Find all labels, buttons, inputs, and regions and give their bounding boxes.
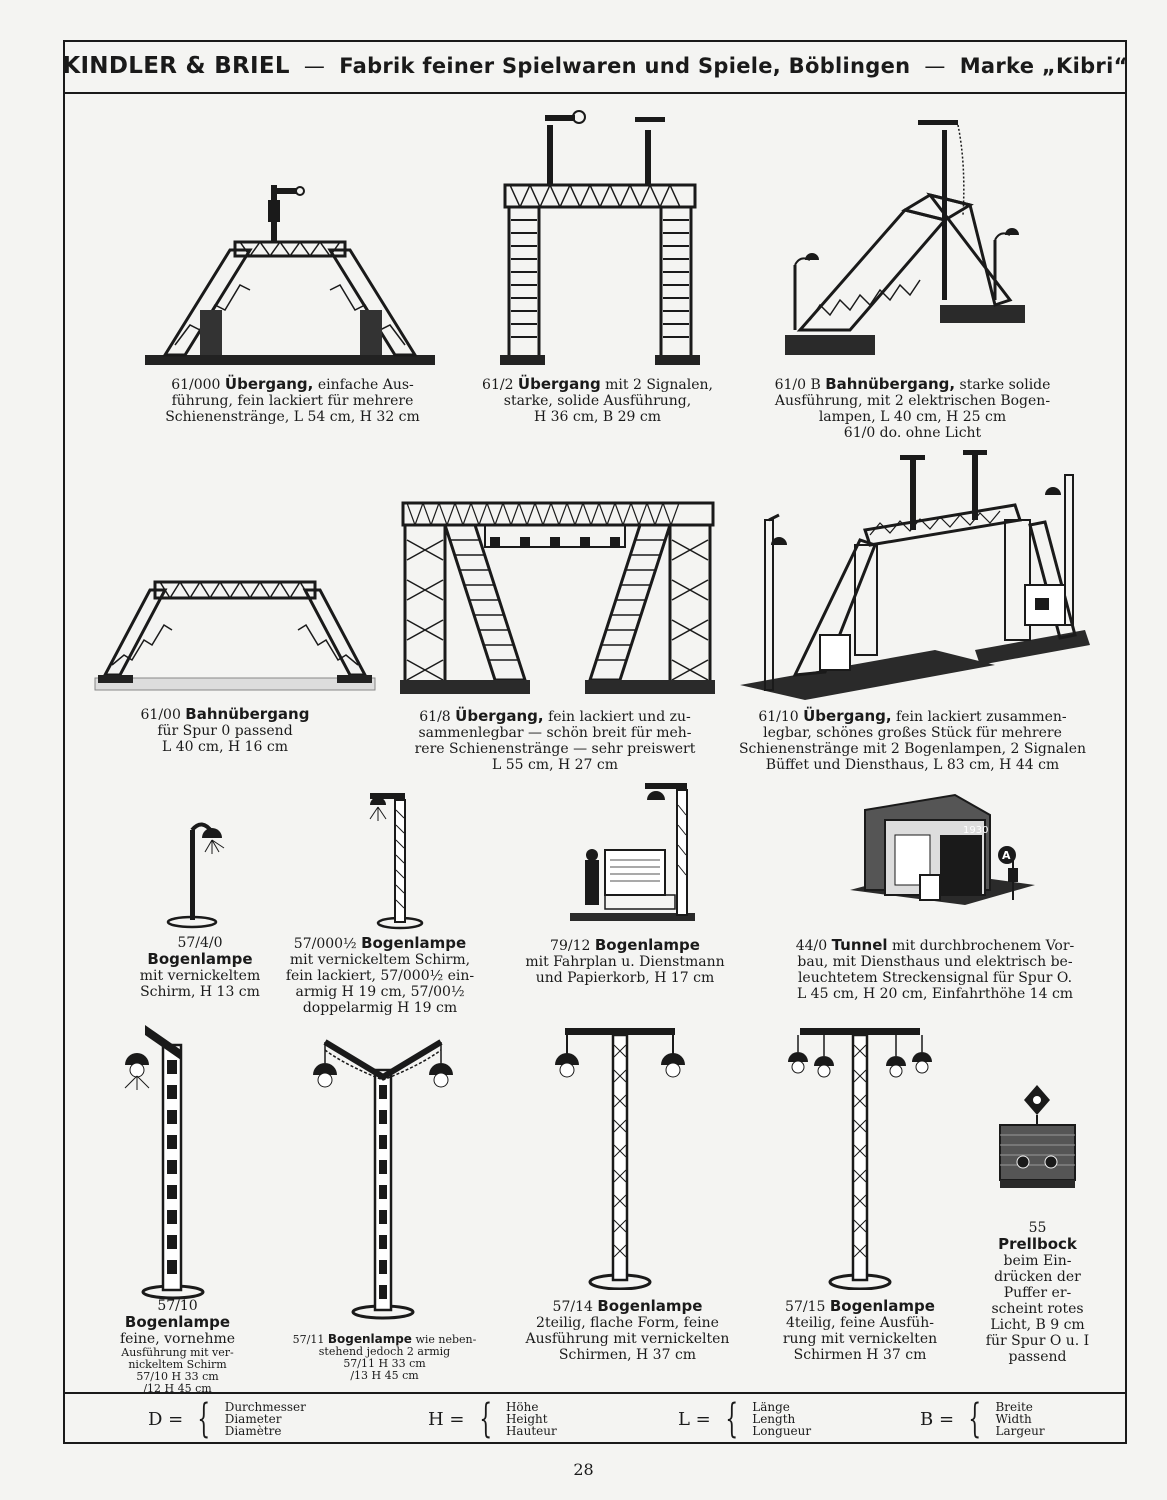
legend-item-diameter: D = { Durchmesser Diameter Diamètre: [148, 1396, 306, 1442]
buffer-stop-55-illustration: [995, 1080, 1080, 1190]
lamp-57-15-illustration: [780, 1020, 940, 1290]
bridge-61-00-illustration: [90, 570, 380, 695]
tunnel-44-0-illustration: [845, 790, 1045, 915]
lamp-79-12-illustration: [565, 775, 700, 925]
lamp-57-000-illustration: [360, 785, 430, 930]
caption-61-8: 61/8 Übergang, fein lackiert und zu- sammenlegbar — schön breit für meh- rere Schienenstränge — sehr preiswert L 55 cm, H 27 cm: [414, 707, 696, 773]
signal-bridge-61-2-illustration: [495, 105, 705, 370]
signal-letter: A: [1002, 849, 1011, 862]
company-name: KINDLER & BRIEL: [62, 53, 290, 79]
caption-61-10: 61/10 Übergang, fein lackiert zusammen- legbar, schönes großes Stück für mehrere Schienenstränge mit 2 Bogenlampen, 2 Signalen Büffet und Diensthaus, L 83 cm, H 44 cm: [738, 707, 1087, 773]
company-subtitle: Fabrik feiner Spielwaren und Spiele, Böblingen: [339, 54, 911, 78]
large-bridge-61-10-illustration: [735, 450, 1095, 700]
footbridge-61-000-illustration: [140, 180, 440, 370]
lamp-57-11-illustration: [305, 1030, 465, 1320]
header-dash: —: [303, 54, 326, 78]
caption-61-0b: 61/0 B Bahnübergang, starke solide Ausführung, mit 2 elektrischen Bogen- lampen, L 40 cm, H 25 cm 61/0 do. ohne Licht: [774, 375, 1051, 441]
caption-55-prellbock: 55 Prellbock beim Ein- drücken der Puffer er- scheint rotes Licht, B 9 cm für Spur O u. I passend: [985, 1220, 1090, 1365]
header-dash: —: [924, 54, 946, 78]
caption-44-0: 44/0 Tunnel mit durchbrochenem Vor- bau, mit Diensthaus und elektrisch be- leuchtetem Streckensignal für Spur O. L 45 cm, H 20 cm, Einfahrthöhe 14 cm: [795, 936, 1075, 1002]
abbreviation-legend: [63, 1392, 1127, 1444]
caption-61-00: 61/00 Bahnübergang für Spur 0 passend L 40 cm, H 16 cm: [140, 705, 310, 755]
page-number: 28: [573, 1460, 594, 1479]
tunnel-year: 1930: [963, 825, 989, 836]
lamp-57-14-illustration: [545, 1020, 695, 1290]
caption-57-11: 57/11 Bogenlampe wie neben- stehend jedoch 2 armig 57/11 H 33 cm /13 H 45 cm: [292, 1332, 477, 1382]
caption-57-000: 57/000½ Bogenlampe mit vernickeltem Schirm, fein lackiert, 57/000½ ein- armig H 19 cm, 57/00½ doppelarmig H 19 cm: [285, 934, 475, 1016]
brand-mark: Marke „Kibri“: [959, 54, 1128, 78]
caption-57-4-0: 57/4/0 Bogenlampe mit vernickeltem Schirm, H 13 cm: [139, 935, 261, 1000]
lamp-57-4-0-illustration: [160, 810, 240, 930]
legend-item-width: B = { Breite Width Largeur: [920, 1396, 1045, 1442]
page-header: [63, 40, 1127, 94]
lit-crossing-61-0b-illustration: [780, 110, 1030, 365]
caption-57-10: 57/10 Bogenlampe feine, vornehme Ausführung mit ver- nickeltem Schirm 57/10 H 33 cm /12 H 45 cm: [119, 1298, 236, 1395]
legend-item-height: H = { Höhe Height Hauteur: [428, 1396, 557, 1442]
lamp-57-10-illustration: [115, 1020, 215, 1300]
caption-61-2: 61/2 Übergang mit 2 Signalen, starke, solide Ausführung, H 36 cm, B 29 cm: [482, 375, 713, 425]
caption-57-14: 57/14 Bogenlampe 2teilig, flache Form, feine Ausführung mit vernickelten Schirmen, H 37 cm: [525, 1297, 730, 1363]
wide-bridge-61-8-illustration: [395, 495, 720, 700]
caption-79-12: 79/12 Bogenlampe mit Fahrplan u. Dienstmann und Papierkorb, H 17 cm: [525, 936, 725, 986]
caption-61-000: 61/000 Übergang, einfache Aus- führung, fein lackiert für mehrere Schienenstränge, L 54 cm, H 32 cm: [165, 375, 420, 425]
caption-57-15: 57/15 Bogenlampe 4teilig, feine Ausfüh- rung mit vernickelten Schirmen H 37 cm: [782, 1297, 938, 1363]
legend-item-length: L = { Länge Length Longueur: [678, 1396, 812, 1442]
